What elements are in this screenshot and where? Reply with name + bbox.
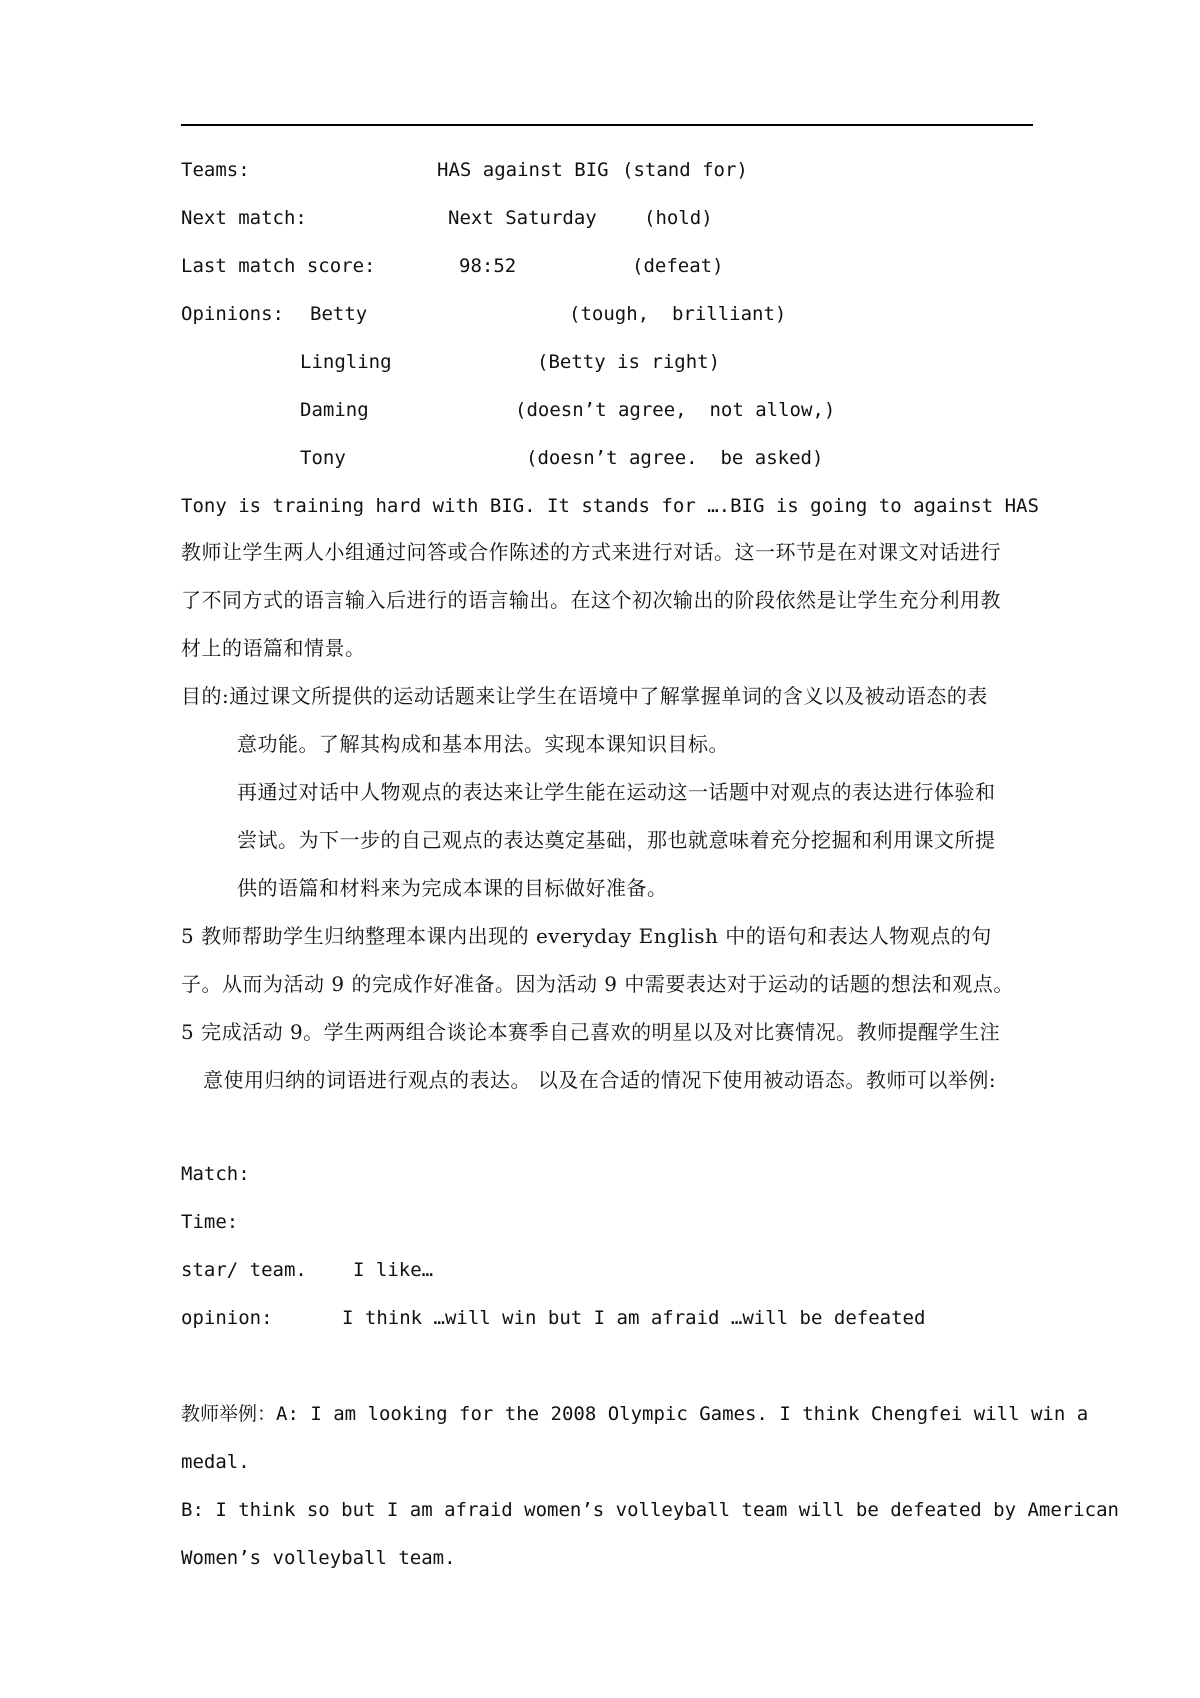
next-match-hint: (hold) (644, 207, 713, 229)
time-label: Time: (181, 1211, 239, 1233)
opinion-value: I think …will win but I am afraid …will be defeated (342, 1307, 926, 1329)
paragraph-line: 教师让学生两人小组通过问答或合作陈述的方式来进行对话。这一环节是在对课文对话进行 (181, 540, 1001, 564)
aim-line: 供的语篇和材料来为完成本课的目标做好准备。 (237, 876, 668, 900)
teams-value: HAS against BIG (437, 159, 609, 181)
daming-hint: (doesn’t agree, not allow,) (515, 399, 836, 421)
example-line: medal. (181, 1451, 250, 1473)
aim-line: 目的:通过课文所提供的运动话题来让学生在语境中了解掌握单词的含义以及被动语态的表 (181, 684, 988, 708)
example-line: B: I think so but I am afraid women’s volleyball team will be defeated by American (181, 1499, 1119, 1521)
tony-name: Tony (300, 447, 346, 469)
aim-line: 意功能。了解其构成和基本用法。实现本课知识目标。 (237, 732, 729, 756)
last-score-hint: (defeat) (632, 255, 724, 277)
paragraph-line: 材上的语篇和情景。 (181, 636, 366, 660)
last-score-label: Last match score: (181, 255, 376, 277)
example-line: Women’s volleyball team. (181, 1547, 456, 1569)
opinion-label: opinion: (181, 1307, 273, 1329)
step5-line: 子。从而为活动 9 的完成作好准备。因为活动 9 中需要表达对于运动的话题的想法和观点。 (181, 972, 1014, 996)
next-match-label: Next match: (181, 207, 307, 229)
daming-name: Daming (300, 399, 369, 421)
step5-line: 5 教师帮助学生归纳整理本课内出现的 everyday English 中的语句和表达人物观点的句 (181, 924, 992, 948)
star-value: I like… (353, 1259, 434, 1281)
header-rule (181, 124, 1033, 126)
opinions-label: Opinions: (181, 303, 284, 325)
teams-label: Teams: (181, 159, 250, 181)
lingling-hint: (Betty is right) (537, 351, 721, 373)
betty-hint: (tough, brilliant) (569, 303, 787, 325)
teams-hint: (stand for) (622, 159, 748, 181)
aim-line: 尝试。为下一步的自己观点的表达奠定基础，那也就意味着充分挖掘和利用课文所提 (237, 828, 996, 852)
step5-line: 5 完成活动 9。学生两两组合谈论本赛季自己喜欢的明星以及对比赛情况。教师提醒学生注 (181, 1020, 1001, 1044)
aim-line: 再通过对话中人物观点的表达来让学生能在运动这一话题中对观点的表达进行体验和 (237, 780, 996, 804)
tony-hint: (doesn’t agree. be asked) (526, 447, 824, 469)
betty-name: Betty (310, 303, 368, 325)
paragraph-line: 了不同方式的语言输入后进行的语言输出。在这个初次输出的阶段依然是让学生充分利用教 (181, 588, 1001, 612)
last-score-value: 98:52 (459, 255, 517, 277)
next-match-value: Next Saturday (448, 207, 597, 229)
match-label: Match: (181, 1163, 250, 1185)
star-label: star/ team. (181, 1259, 307, 1281)
step5-line: 意使用归纳的词语进行观点的表达。 以及在合适的情况下使用被动语态。教师可以举例: (203, 1068, 997, 1092)
lingling-name: Lingling (300, 351, 392, 373)
tony-sentence: Tony is training hard with BIG. It stands for ….BIG is going to against HAS (181, 495, 1039, 517)
example-line: 教师举例：A: I am looking for the 2008 Olympic Games. I think Chengfei will win a (181, 1403, 1089, 1425)
